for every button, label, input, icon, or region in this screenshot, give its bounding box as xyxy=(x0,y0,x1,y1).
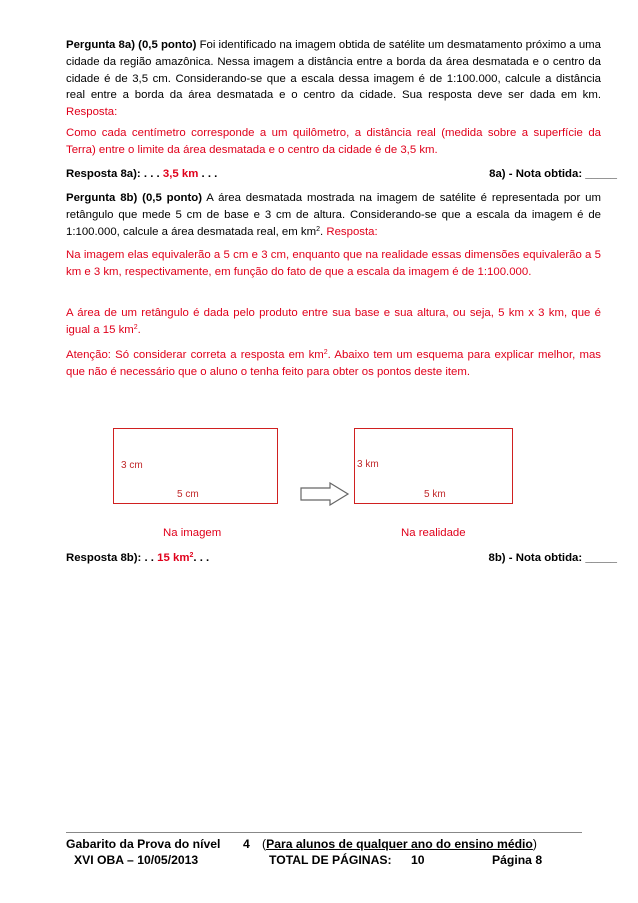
grade-8b: 8b) - Nota obtida: _____ xyxy=(488,552,617,564)
answer-8a-value: 3,5 km xyxy=(162,168,199,180)
answer-8b-explanation-2-text: A área de um retângulo é dada pelo produto entre sua base e sua altura, ou seja, 5 km x 3 km, que é igual a 15 km xyxy=(66,307,601,336)
question-8b-sup: 2 xyxy=(316,225,321,233)
answer-8b-value xyxy=(157,552,193,564)
grade-8a: 8a) - Nota obtida: _____ xyxy=(489,168,617,180)
question-8a-text: Foi identificado na imagem obtida de satélite um desmatamento próximo a uma cidade da região amazônica. Nessa imagem a distância entre a borda da área desmatada e o centro da cidade é de 3,5 cm. Considerando-se que a escala dessa imagem é de 1:100.000, calcule a distância real entre a borda da área desmatada e o centro da cidade. Sua resposta deve ser dada em km. xyxy=(66,39,601,102)
arrow-right-icon xyxy=(300,482,350,506)
question-8b-text-end: . xyxy=(320,225,324,238)
answer-8b-explanation-1: Na imagem elas equivalerão a 5 cm e 3 cm, enquanto que na realidade essas dimensões equivalerão a 5 km e 3 km, respectivamente, em função do fato de que a escala da imagem é de 1:100.000. xyxy=(66,249,601,278)
footer-audience-text: Para alunos de qualquer ano do ensino médio xyxy=(266,837,533,851)
footer-level-number: 4 xyxy=(243,837,250,851)
answer-8a-prefix: Resposta 8a): . . . xyxy=(66,168,160,180)
answer-8a-line xyxy=(66,166,617,183)
footer-page-number: Página 8 xyxy=(492,853,543,867)
image-height-label: 3 cm xyxy=(121,460,143,471)
footer-audience: (Para alunos de qualquer ano do ensino médio) xyxy=(262,837,537,851)
answer-8a-explanation: Como cada centímetro corresponde a um quilômetro, a distância real (medida sobre a superfície da Terra) entre o limite da área desmatada e o centro da cidade é de 3,5 km. xyxy=(66,127,601,156)
reality-base-label: 5 km xyxy=(424,489,446,500)
footer-level-label: Gabarito da Prova do nível xyxy=(66,837,221,851)
question-8b-text: A área desmatada mostrada na imagem de satélite é representada por um retângulo que mede 5 cm de base e 3 cm de altura. Considerando-se que a escala da imagem é de 1:100.000, calcule a área desmatada real, em km xyxy=(66,192,601,238)
footer-divider xyxy=(66,832,582,833)
question-8a-resposta-label: Resposta: xyxy=(66,106,118,119)
question-8a-heading: Pergunta 8a) (0,5 ponto) xyxy=(66,39,197,51)
answer-8b-explanation-2 xyxy=(66,305,601,339)
footer-total-pages-label: TOTAL DE PÁGINAS: xyxy=(269,853,392,867)
answer-8b-note-end: . Abaixo tem um esquema para explicar melhor, mas que não é necessário que o aluno o tenha feito para obter os pontos deste item. xyxy=(66,349,601,378)
answer-8b-explanation-2-sup: 2 xyxy=(133,323,138,331)
answer-8b-note-text: Atenção: Só considerar correta a resposta em km xyxy=(66,349,324,361)
question-8a xyxy=(66,37,601,121)
reality-height-label: 3 km xyxy=(357,459,379,470)
image-base-label: 5 cm xyxy=(177,489,199,500)
footer-total-pages: 10 xyxy=(411,853,425,867)
answer-8b-value-text: 15 km xyxy=(157,552,190,564)
answer-8b-note-sup: 2 xyxy=(323,349,328,356)
caption-reality: Na realidade xyxy=(401,527,466,539)
question-8b-resposta-label: Resposta: xyxy=(326,225,378,238)
answer-8b-value-sup: 2 xyxy=(189,552,194,559)
footer-edition-date: XVI OBA – 10/05/2013 xyxy=(74,853,199,867)
answer-8b-note xyxy=(66,347,601,381)
answer-8b-line xyxy=(66,550,617,567)
answer-8b-prefix: Resposta 8b): . . xyxy=(66,552,154,564)
caption-image: Na imagem xyxy=(163,527,222,539)
question-8b xyxy=(66,190,601,240)
answer-8b-explanation-2-end: . xyxy=(137,323,141,336)
answer-8a-suffix: . . . xyxy=(201,168,218,180)
question-8b-heading: Pergunta 8b) (0,5 ponto) xyxy=(66,192,203,204)
answer-8b-suffix: . . . xyxy=(193,552,210,564)
